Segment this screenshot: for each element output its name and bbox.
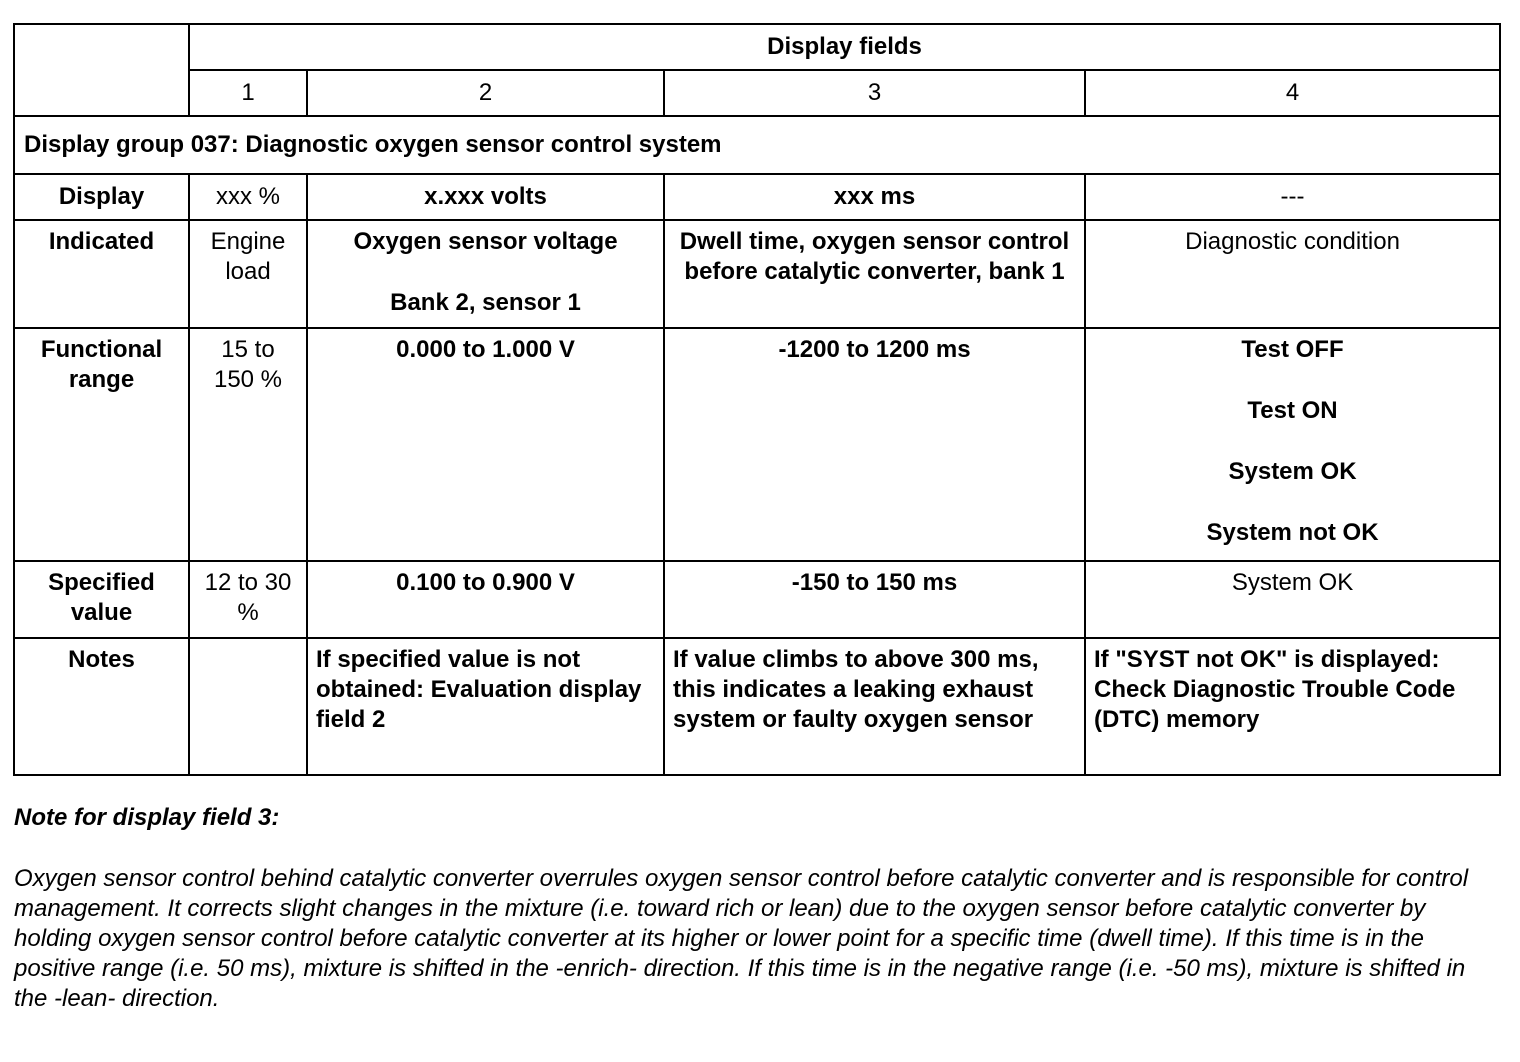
display-group-table [13,23,1501,776]
table-row-notes [14,638,1500,775]
table-row-functional-range [14,328,1500,561]
row-label-specified-value: Specified value [14,561,189,638]
specified-field-2: 0.100 to 0.900 V [307,561,664,638]
functional-option: System OK [1228,458,1357,485]
display-field-2: x.xxx volts [307,174,664,220]
functional-field-2: 0.000 to 1.000 V [307,328,664,561]
row-label-display: Display [14,174,189,220]
row-label-indicated: Indicated [14,220,189,328]
indicated-field-2-line1: Oxygen sensor voltage [353,228,618,255]
notes-field-1 [189,638,307,775]
display-field-4: --- [1085,174,1500,220]
functional-field-1: 15 to 150 % [189,328,307,561]
functional-option: Test ON [1247,397,1338,424]
indicated-field-2 [307,220,664,328]
display-field-1: xxx % [189,174,307,220]
notes-field-2: If specified value is not obtained: Evaluation display field 2 [307,638,664,775]
row-label-functional-range: Functional range [14,328,189,561]
field-number-2: 2 [307,70,664,116]
indicated-field-3: Dwell time, oxygen sensor control before catalytic converter, bank 1 [664,220,1085,328]
display-group-title: Display group 037: Diagnostic oxygen sensor control system [14,116,1500,174]
indicated-field-1: Engine load [189,220,307,328]
display-fields-header: Display fields [189,24,1500,70]
note-body: Oxygen sensor control behind catalytic converter overrules oxygen sensor control before catalytic converter and is responsible for control management. It corrects slight changes in the mixture (i.e. toward rich or lean) due to the oxygen sensor before catalytic converter by holding oxygen sensor control before catalytic converter at its higher or lower point for a specific time (dwell time). If this time is in the positive range (i.e. 50 ms), mixture is shifted in the -enrich- direction. If this time is in the negative range (i.e. -50 ms), mixture is shifted in the -lean- direction. [14,865,1469,1012]
indicated-field-2-line2: Bank 2, sensor 1 [390,289,581,316]
functional-option: System not OK [1206,519,1379,546]
field-number-3: 3 [664,70,1085,116]
header-corner-cell [14,24,189,116]
table-row-indicated [14,220,1500,328]
field-number-4: 4 [1085,70,1500,116]
notes-field-4: If "SYST not OK" is displayed: Check Diagnostic Trouble Code (DTC) memory [1085,638,1500,775]
note-title: Note for display field 3: [14,804,280,831]
display-field-3: xxx ms [664,174,1085,220]
table-row-display [14,174,1500,220]
indicated-field-4: Diagnostic condition [1085,220,1500,328]
notes-field-3: If value climbs to above 300 ms, this indicates a leaking exhaust system or faulty oxygen sensor [664,638,1085,775]
functional-field-3: -1200 to 1200 ms [664,328,1085,561]
field-number-1: 1 [189,70,307,116]
row-label-notes: Notes [14,638,189,775]
functional-field-4 [1085,328,1500,561]
specified-field-4: System OK [1085,561,1500,638]
specified-field-1: 12 to 30 % [189,561,307,638]
table-row-specified-value [14,561,1500,638]
functional-option: Test OFF [1241,336,1344,363]
specified-field-3: -150 to 150 ms [664,561,1085,638]
